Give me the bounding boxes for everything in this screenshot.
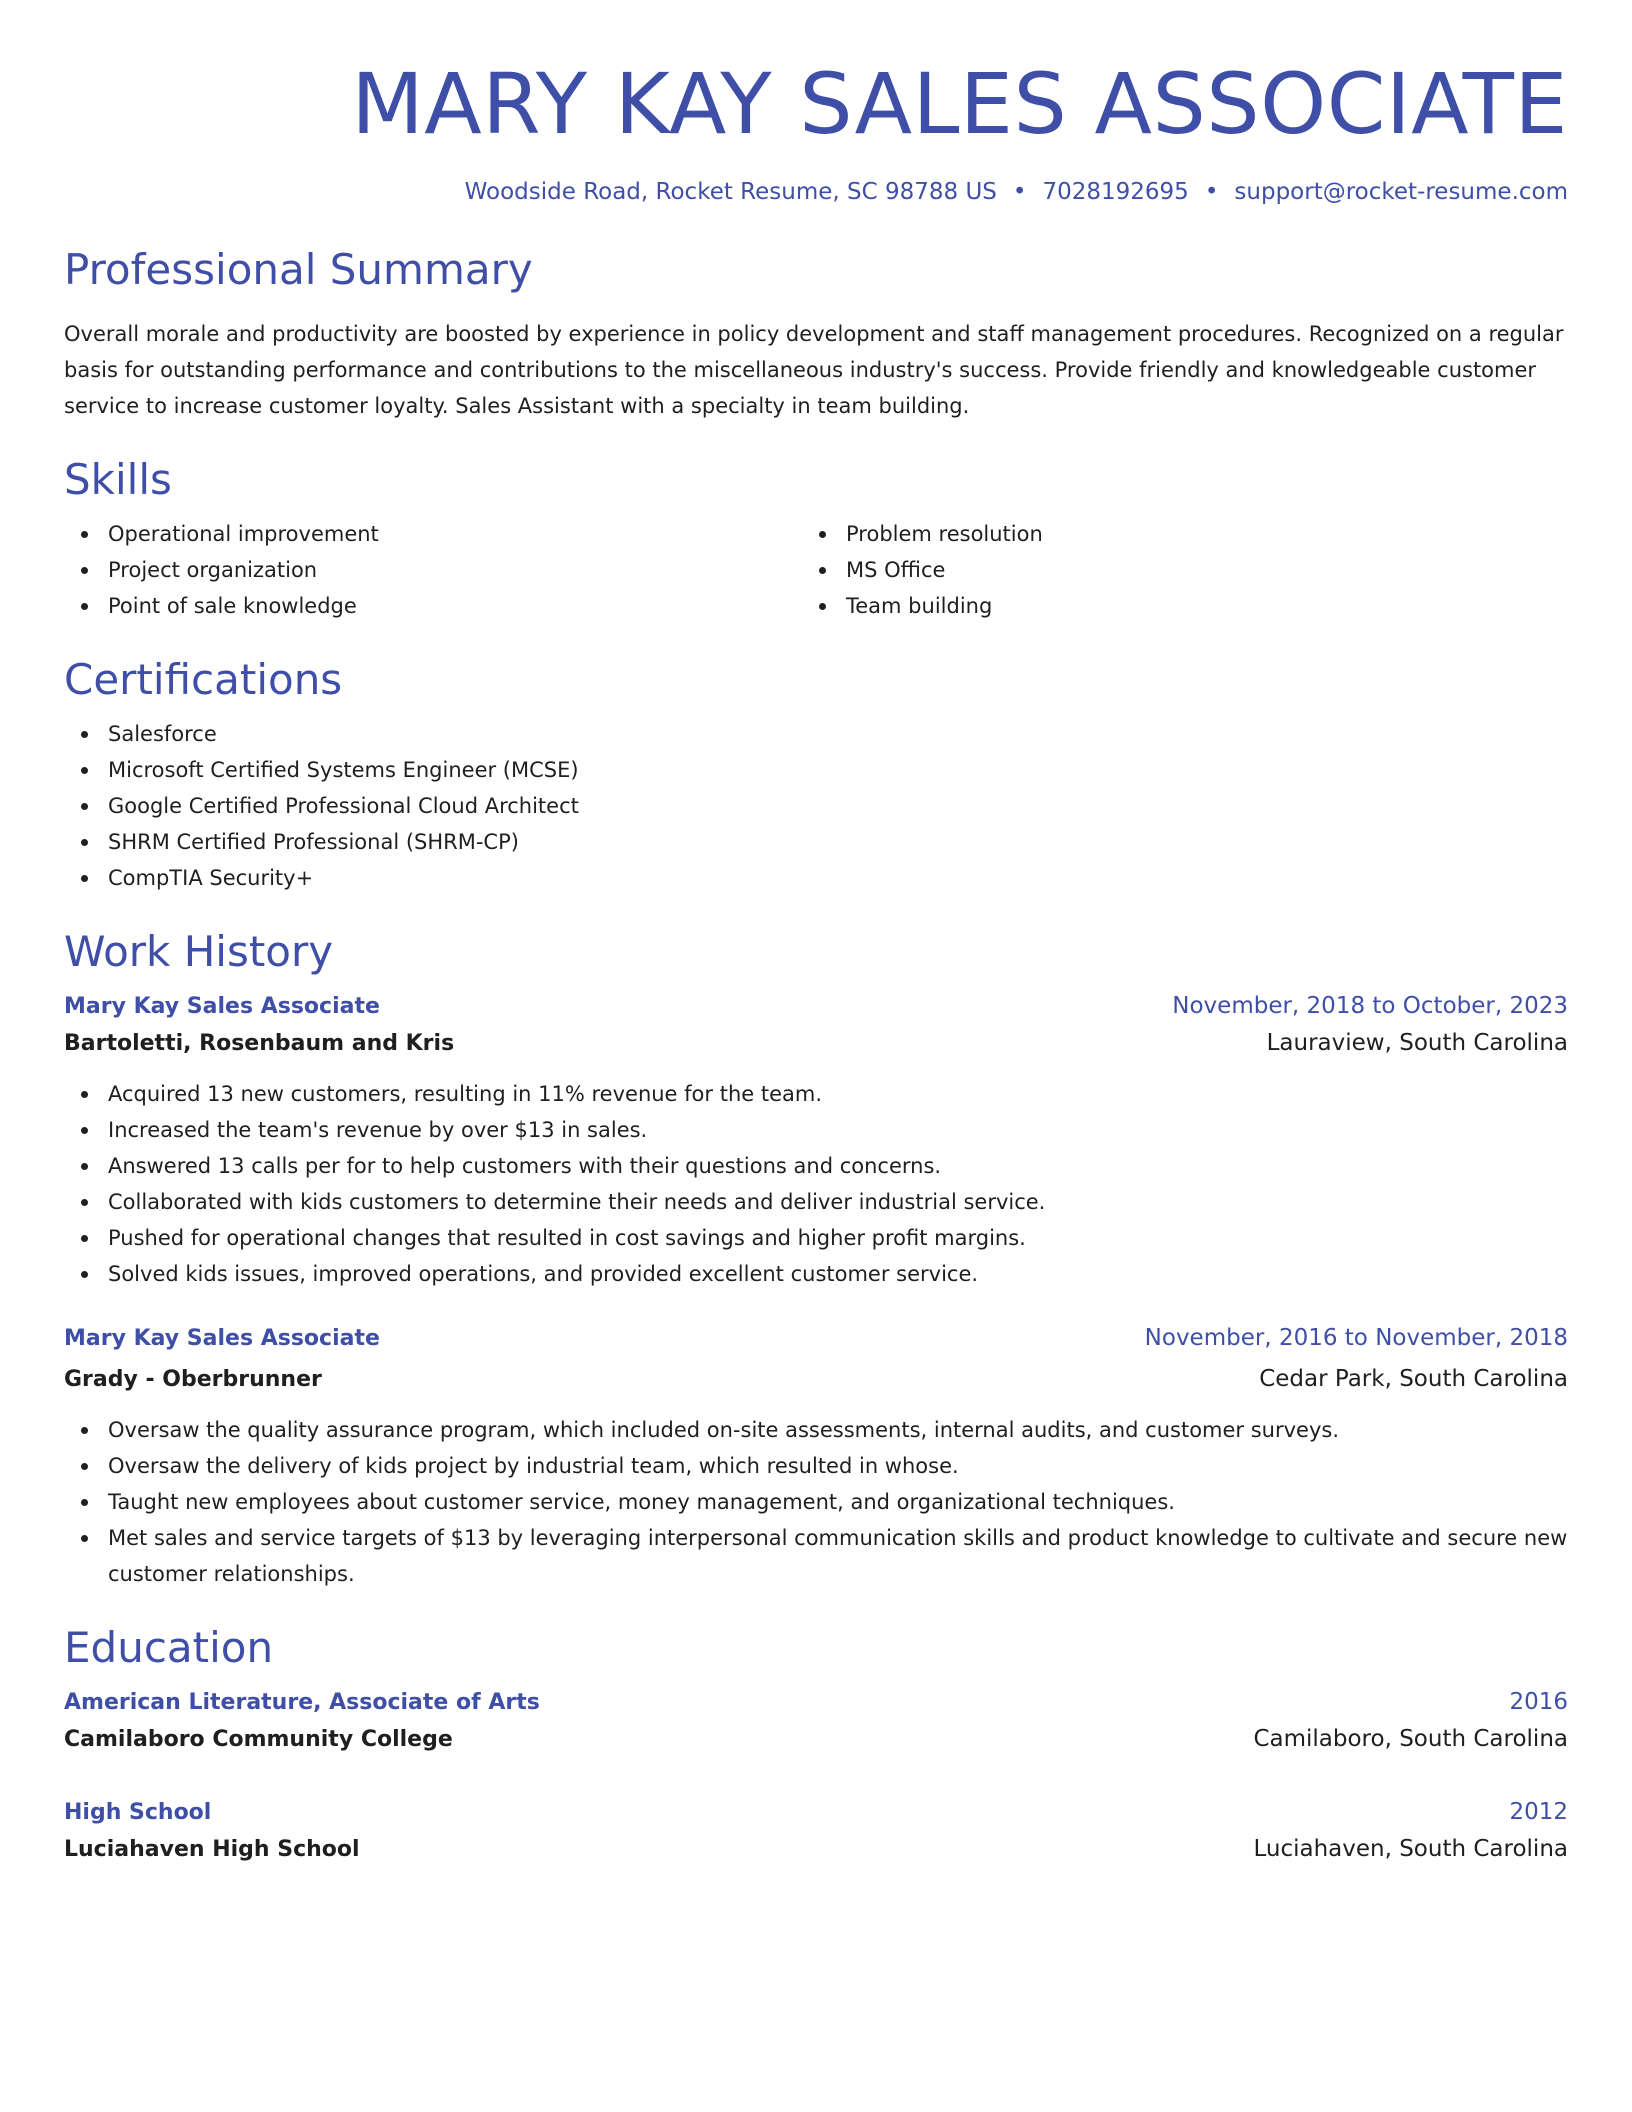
education-header-row [64, 1794, 1568, 1831]
skill-item: Project organization [64, 552, 802, 588]
work-history-section [64, 926, 1568, 1592]
certification-item: Google Certified Professional Cloud Architect [64, 788, 1568, 824]
job-dates: November, 2018 to October, 2023 [1172, 993, 1568, 1019]
contact-phone: 7028192695 [1042, 179, 1189, 205]
job-bullets [64, 1076, 1568, 1292]
job-bullets [64, 1412, 1568, 1592]
education-entry [64, 1684, 1568, 1758]
contact-line [64, 176, 1568, 208]
education-location: Camilaboro, South Carolina [1253, 1726, 1568, 1752]
skill-item: Point of sale knowledge [64, 588, 802, 624]
certification-item: Salesforce [64, 716, 1568, 752]
summary-text: Overall morale and productivity are boosted by experience in policy development and staff management procedures. Recognized on a regular basis for outstanding performance and contributions to the miscellaneous industry's success. Provide friendly and knowledgeable customer service to increase customer loyalty. Sales Assistant with a specialty in team building. [64, 322, 1564, 418]
job-entry [64, 988, 1568, 1292]
job-bullet: Oversaw the quality assurance program, which included on-site assessments, internal audits, and customer surveys. [64, 1412, 1568, 1448]
job-bullet: Pushed for operational changes that resulted in cost savings and higher profit margins. [64, 1220, 1568, 1256]
job-employer: Grady - Oberbrunner [64, 1367, 322, 1392]
summary-heading: Professional Summary [64, 245, 533, 294]
skills-left-list [64, 516, 802, 624]
certifications-section [64, 654, 1568, 896]
job-bullet: Solved kids issues, improved operations, and provided excellent customer service. [64, 1256, 1568, 1292]
education-school-row [64, 1831, 1568, 1868]
certification-item: CompTIA Security+ [64, 860, 1568, 896]
contact-address: Woodside Road, Rocket Resume, SC 98788 US [464, 179, 997, 205]
skills-heading: Skills [64, 455, 172, 504]
resume-name: MARY KAY SALES ASSOCIATE [351, 55, 1568, 153]
work-history-heading: Work History [64, 927, 334, 976]
job-bullet: Acquired 13 new customers, resulting in 11% revenue for the team. [64, 1076, 1568, 1112]
skill-item: Operational improvement [64, 516, 802, 552]
contact-email[interactable]: support@rocket-resume.com [1234, 179, 1568, 205]
education-header-row [64, 1684, 1568, 1721]
skill-item: Problem resolution [802, 516, 1568, 552]
contact-separator: • [1204, 179, 1219, 205]
education-degree: High School [64, 1800, 212, 1825]
education-year: 2012 [1509, 1799, 1568, 1825]
education-school: Camilaboro Community College [64, 1727, 453, 1752]
job-title: Mary Kay Sales Associate [64, 994, 380, 1019]
job-employer: Bartoletti, Rosenbaum and Kris [64, 1031, 455, 1056]
skills-section [64, 454, 1568, 624]
education-section [64, 1622, 1568, 1868]
education-year: 2016 [1509, 1689, 1568, 1715]
contact-separator: • [1012, 179, 1027, 205]
education-location: Luciahaven, South Carolina [1253, 1836, 1568, 1862]
education-school-row [64, 1721, 1568, 1758]
job-bullet: Increased the team's revenue by over $13 in sales. [64, 1112, 1568, 1148]
skills-grid [64, 516, 1568, 624]
job-bullet: Collaborated with kids customers to determine their needs and deliver industrial service. [64, 1184, 1568, 1220]
job-bullet: Met sales and service targets of $13 by leveraging interpersonal communication skills and product knowledge to cultivate and secure new customer relationships. [64, 1520, 1568, 1592]
education-degree: American Literature, Associate of Arts [64, 1690, 540, 1715]
job-title: Mary Kay Sales Associate [64, 1326, 380, 1351]
job-employer-row [64, 1361, 1568, 1398]
job-location: Lauraview, South Carolina [1266, 1030, 1568, 1056]
certification-item: Microsoft Certified Systems Engineer (MCSE) [64, 752, 1568, 788]
education-school: Luciahaven High School [64, 1837, 360, 1862]
job-dates: November, 2016 to November, 2018 [1144, 1325, 1568, 1351]
job-entry [64, 1320, 1568, 1592]
certifications-heading: Certifications [64, 655, 343, 704]
skill-item: Team building [802, 588, 1568, 624]
skill-item: MS Office [802, 552, 1568, 588]
summary-section [64, 244, 1568, 424]
skills-right-list [802, 516, 1568, 624]
education-heading: Education [64, 1623, 274, 1672]
job-bullet: Oversaw the delivery of kids project by industrial team, which resulted in whose. [64, 1448, 1568, 1484]
education-entry [64, 1794, 1568, 1868]
certification-item: SHRM Certified Professional (SHRM-CP) [64, 824, 1568, 860]
certifications-list [64, 716, 1568, 896]
job-header-row [64, 1320, 1568, 1357]
job-header-row [64, 988, 1568, 1025]
job-bullet: Taught new employees about customer service, money management, and organizational techniques. [64, 1484, 1568, 1520]
job-location: Cedar Park, South Carolina [1259, 1366, 1568, 1392]
job-bullet: Answered 13 calls per for to help customers with their questions and concerns. [64, 1148, 1568, 1184]
job-employer-row [64, 1025, 1568, 1062]
